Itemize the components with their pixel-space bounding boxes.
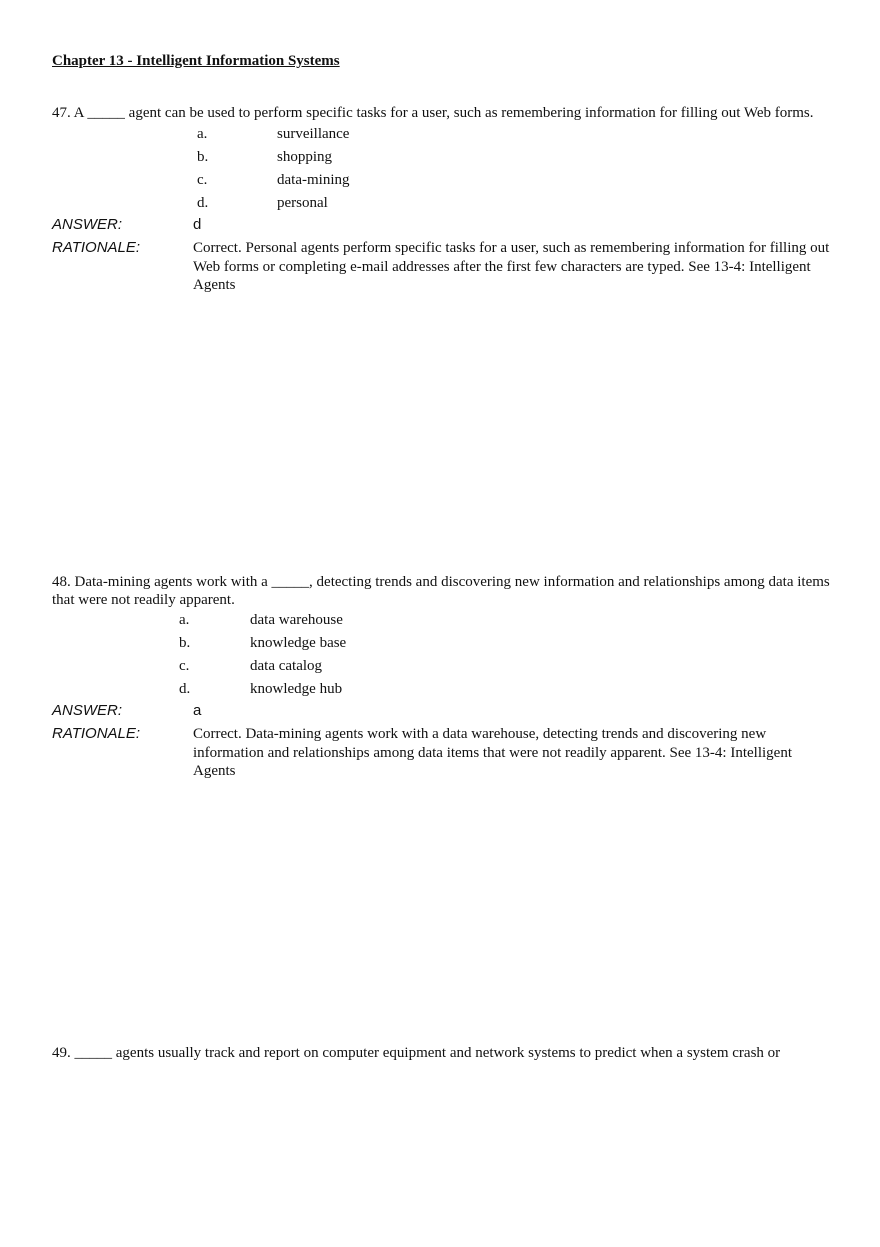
- rationale-text: Correct. Personal agents perform specific tasks for a user, such as remembering information for filling out Web forms or completing e-mail addresses after the first few characters are typed. See 13-4: Intelligent Agents: [193, 240, 830, 293]
- answer-options: [52, 610, 832, 702]
- question-stem: 49. _____ agents usually track and report on computer equipment and network systems to predict when a system crash or: [52, 1045, 781, 1061]
- option-b: [52, 147, 832, 170]
- option-letter: c.: [197, 172, 208, 188]
- option-letter: b.: [197, 149, 209, 165]
- option-text: data warehouse: [250, 612, 343, 628]
- answer-options: [52, 124, 832, 216]
- question-48: [52, 573, 832, 781]
- rationale-text: Correct. Data-mining agents work with a data warehouse, detecting trends and discovering new information and relationships among data items that were not readily apparent. See 13-4: Intelligent Agents: [193, 726, 792, 779]
- option-c: [52, 170, 832, 193]
- rationale-row: [52, 725, 832, 781]
- answer-row: [52, 216, 832, 239]
- question-stem: 47. A _____ agent can be used to perform specific tasks for a user, such as remembering information for filling out Web forms.: [52, 105, 814, 121]
- option-text: knowledge base: [250, 635, 347, 651]
- option-letter: c.: [179, 658, 190, 674]
- rationale-label: RATIONALE:: [52, 725, 141, 742]
- option-letter: a.: [197, 126, 208, 142]
- question-stem: 48. Data-mining agents work with a _____, detecting trends and discovering new information and relationships among data items that were not readily apparent.: [52, 574, 830, 608]
- rationale-label: RATIONALE:: [52, 239, 141, 256]
- option-text: personal: [277, 195, 328, 211]
- answer-value: a: [193, 702, 202, 719]
- option-letter: d.: [179, 681, 191, 697]
- answer-value: d: [193, 216, 202, 233]
- option-text: knowledge hub: [250, 681, 343, 697]
- option-a: [52, 124, 832, 147]
- option-c: [52, 656, 832, 679]
- question-47: [52, 104, 832, 295]
- answer-label: ANSWER:: [52, 216, 123, 233]
- option-letter: d.: [197, 195, 209, 211]
- option-text: shopping: [277, 149, 333, 165]
- rationale-row: [52, 239, 832, 295]
- chapter-title: Chapter 13 - Intelligent Information Systems: [52, 53, 340, 69]
- option-a: [52, 610, 832, 633]
- answer-label: ANSWER:: [52, 702, 123, 719]
- option-d: [52, 193, 832, 216]
- option-text: data catalog: [250, 658, 323, 674]
- option-text: surveillance: [277, 126, 350, 142]
- answer-row: [52, 702, 832, 725]
- option-b: [52, 633, 832, 656]
- option-d: [52, 679, 832, 702]
- option-letter: a.: [179, 612, 190, 628]
- option-letter: b.: [179, 635, 191, 651]
- option-text: data-mining: [277, 172, 350, 188]
- question-49: [52, 1044, 852, 1062]
